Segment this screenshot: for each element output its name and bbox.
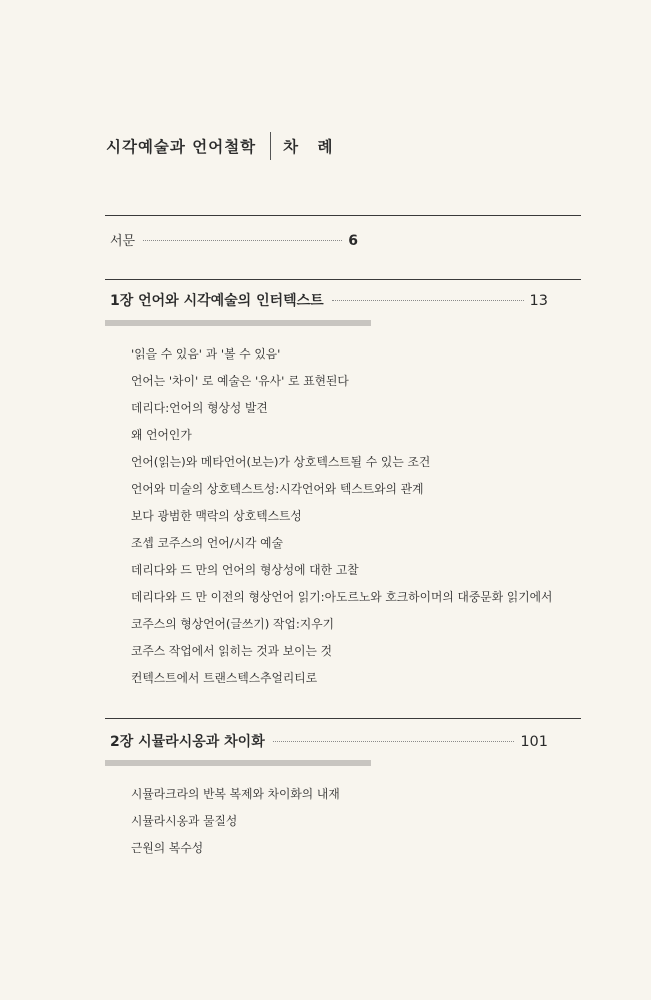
chapter-page: 13 <box>529 293 548 309</box>
chapter-2-sections <box>131 785 340 866</box>
chapter-title: 1장 언어와 시각예술의 인터텍스트 <box>110 293 324 309</box>
chapter-1-grey-bar <box>105 320 371 326</box>
section-item[interactable]: 데리다와 드 만의 언어의 형상성에 대한 고찰 <box>131 563 359 577</box>
toc-entry-preface[interactable] <box>110 230 358 249</box>
section-item[interactable]: 시뮬라크라의 반복 복제와 차이화의 내재 <box>131 787 340 801</box>
header-divider <box>270 132 271 160</box>
toc-entry-chapter-2[interactable] <box>110 731 548 751</box>
entry-page: 6 <box>348 233 358 249</box>
entry-title: 서문 <box>110 234 136 249</box>
chapter-title: 2장 시뮬라시옹과 차이화 <box>110 734 265 750</box>
section-item[interactable]: 근원의 복수성 <box>131 841 204 855</box>
toc-label: 차 례 <box>283 138 340 156</box>
section-item[interactable]: 언어(읽는)와 메타언어(보는)가 상호텍스트될 수 있는 조건 <box>131 455 431 469</box>
section-item[interactable]: 보다 광범한 맥락의 상호텍스트성 <box>131 509 302 523</box>
section-item[interactable]: 컨텍스트에서 트랜스텍스추얼리티로 <box>131 671 318 685</box>
chapter-1-sections <box>131 345 552 696</box>
chapter-2-top-rule <box>105 718 581 719</box>
section-item[interactable]: 조셉 코주스의 언어/시각 예술 <box>131 536 283 550</box>
toc-entry-chapter-1[interactable] <box>110 290 548 310</box>
book-title: 시각예술과 언어철학 <box>106 138 257 156</box>
chapter-1-top-rule <box>105 279 581 280</box>
section-item[interactable]: 왜 언어인가 <box>131 428 192 442</box>
section-item[interactable]: 언어와 미술의 상호텍스트성:시각언어와 텍스트와의 관계 <box>131 482 424 496</box>
section-item[interactable]: 코주스의 형상언어(글쓰기) 작업:지우기 <box>131 617 335 631</box>
chapter-2-grey-bar <box>105 760 371 766</box>
section-item[interactable]: 코주스 작업에서 읽히는 것과 보이는 것 <box>131 644 333 658</box>
section-item[interactable]: '읽을 수 있음' 과 '볼 수 있음' <box>131 347 281 361</box>
preface-top-rule <box>105 215 581 216</box>
section-item[interactable]: 언어는 '차이' 로 예술은 '유사' 로 표현된다 <box>131 374 349 388</box>
dot-leader <box>143 240 342 241</box>
section-item[interactable]: 데리다:언어의 형상성 발견 <box>131 401 268 415</box>
chapter-page: 101 <box>520 734 548 750</box>
page-header <box>106 132 340 160</box>
dot-leader <box>332 300 524 301</box>
section-item[interactable]: 시뮬라시옹과 물질성 <box>131 814 238 828</box>
section-item[interactable]: 데리다와 드 만 이전의 형상언어 읽기:아도르노와 호크하이머의 대중문화 읽기에서 <box>131 590 553 604</box>
dot-leader <box>273 741 515 742</box>
